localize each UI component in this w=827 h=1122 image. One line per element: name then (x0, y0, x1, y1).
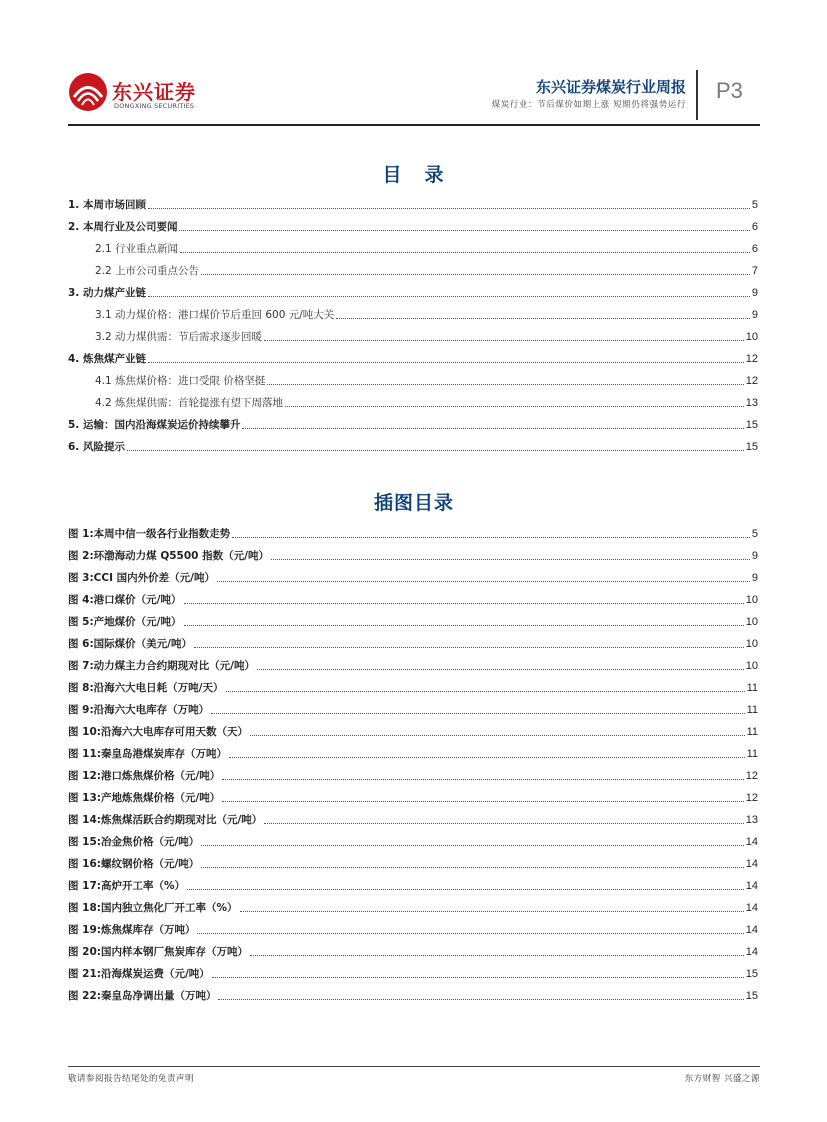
dot-leader (250, 735, 745, 736)
figure-entry[interactable] (68, 655, 758, 673)
figure-list-title: 插图目录 (373, 492, 454, 514)
figure-entry-page: 5 (751, 528, 758, 540)
figure-entry[interactable] (68, 809, 758, 827)
figure-entry[interactable] (68, 897, 758, 915)
figure-entry-page: 11 (746, 682, 758, 694)
toc-title: 目 录 (382, 164, 446, 186)
company-logo (68, 72, 208, 120)
figure-entry-page: 10 (745, 638, 758, 650)
figure-entry[interactable] (68, 831, 758, 849)
figure-entry[interactable] (68, 875, 758, 893)
dot-leader (285, 406, 744, 407)
toc-entry[interactable] (95, 238, 758, 256)
figure-entry-label: 图 14:炼焦煤活跃合约期现对比（元/吨） (68, 814, 263, 826)
figure-entry-page: 11 (746, 726, 758, 738)
dot-leader (201, 867, 743, 868)
figure-entry[interactable] (68, 787, 758, 805)
toc-entry-page: 6 (751, 243, 758, 255)
dot-leader (197, 933, 743, 934)
dot-leader (184, 625, 744, 626)
figure-entry-label: 图 4:港口煤价（元/吨） (68, 594, 182, 606)
toc-entry[interactable] (68, 194, 758, 212)
figure-entry-page: 14 (745, 880, 758, 892)
figure-entry-page: 12 (745, 770, 758, 782)
figure-entry-page: 11 (746, 704, 758, 716)
figure-entry-page: 14 (745, 836, 758, 848)
toc-entry-page: 6 (751, 221, 758, 233)
figure-entry[interactable] (68, 545, 758, 563)
dot-leader (148, 296, 750, 297)
header-divider (696, 70, 698, 120)
figure-entry-label: 图 9:沿海六大电库存（万吨） (68, 704, 210, 716)
dot-leader (257, 669, 744, 670)
dot-leader (222, 779, 743, 780)
figure-entry-page: 14 (745, 924, 758, 936)
footer-rule (68, 1066, 760, 1067)
dot-leader (232, 537, 750, 538)
figure-entry[interactable] (68, 611, 758, 629)
figure-entry-page: 10 (745, 616, 758, 628)
toc-entry-page: 9 (751, 309, 758, 321)
figure-entry-label: 图 17:高炉开工率（%） (68, 880, 185, 892)
toc-entry-page: 15 (745, 441, 758, 453)
toc-entry-label: 2.2 上市公司重点公告 (95, 265, 200, 277)
toc-entry-label: 4.1 炼焦煤价格：进口受限 价格坚挺 (95, 375, 266, 387)
dot-leader (250, 955, 744, 956)
figure-entry-page: 14 (745, 946, 758, 958)
toc-entry-page: 9 (751, 287, 758, 299)
figure-entry[interactable] (68, 919, 758, 937)
dot-leader (148, 362, 744, 363)
figure-entry-label: 图 6:国际煤价（美元/吨） (68, 638, 192, 650)
toc-entry-label: 4.2 炼焦煤供需：首轮提涨有望下周落地 (95, 397, 284, 409)
figure-entry-page: 10 (745, 594, 758, 606)
figure-entry-page: 11 (746, 748, 758, 760)
figure-entry-label: 图 8:沿海六大电日耗（万吨/天） (68, 682, 224, 694)
dot-leader (264, 823, 743, 824)
figure-entry-label: 图 20:国内样本钢厂焦炭库存（万吨） (68, 946, 248, 958)
figure-entry-label: 图 21:沿海煤炭运费（元/吨） (68, 968, 210, 980)
figure-entry-label: 图 22:秦皇岛净调出量（万吨） (68, 990, 217, 1002)
figure-entry[interactable] (68, 567, 758, 585)
figure-entry[interactable] (68, 721, 758, 739)
dot-leader (271, 559, 750, 560)
dot-leader (226, 691, 745, 692)
logo-chinese-name: 东兴证券 (112, 80, 196, 104)
toc-entry-page: 7 (751, 265, 758, 277)
figure-entry-label: 图 18:国内独立焦化厂开工率（%） (68, 902, 238, 914)
figure-entry-page: 9 (751, 550, 758, 562)
toc-entry[interactable] (68, 436, 758, 454)
figure-entry[interactable] (68, 523, 758, 541)
figure-entry-label: 图 7:动力煤主力合约期现对比（元/吨） (68, 660, 255, 672)
toc-entry[interactable] (95, 370, 758, 388)
toc-entry-label: 6. 风险提示 (68, 441, 125, 453)
figure-entry-page: 12 (745, 792, 758, 804)
toc-entry[interactable] (68, 216, 758, 234)
dot-leader (127, 450, 744, 451)
dot-leader (180, 252, 750, 253)
toc-entry[interactable] (95, 392, 758, 410)
footer-slogan: 东方财智 兴盛之源 (684, 1074, 760, 1084)
logo-english-name: DONGXING SECURITIES (114, 102, 195, 110)
figure-entry-page: 10 (745, 660, 758, 672)
figure-entry-label: 图 19:炼焦煤库存（万吨） (68, 924, 196, 936)
figure-entry-label: 图 12:港口炼焦煤价格（元/吨） (68, 770, 221, 782)
page-header (68, 56, 760, 126)
dot-leader (211, 713, 744, 714)
dongxing-logo-icon (68, 72, 108, 112)
toc-entry-page: 5 (751, 199, 758, 211)
toc-entry[interactable] (68, 348, 758, 366)
toc-entry-label: 3. 动力煤产业链 (68, 287, 146, 299)
dot-leader (218, 999, 743, 1000)
toc-entry[interactable] (95, 326, 758, 344)
header-rule (68, 124, 760, 126)
dot-leader (242, 428, 743, 429)
dot-leader (179, 230, 749, 231)
figure-entry-label: 图 16:螺纹钢价格（元/吨） (68, 858, 200, 870)
figure-entry-label: 图 15:冶金焦价格（元/吨） (68, 836, 200, 848)
figure-entry-label: 图 2:环渤海动力煤 Q5500 指数（元/吨） (68, 550, 269, 562)
figure-entry-page: 15 (745, 968, 758, 980)
figure-entry[interactable] (68, 589, 758, 607)
report-subtitle: 煤炭行业：节后煤价如期上涨 短期仍将强势运行 (491, 100, 686, 110)
figure-entry[interactable] (68, 677, 758, 695)
toc-entry-page: 15 (745, 419, 758, 431)
figure-entry-page: 9 (751, 572, 758, 584)
dot-leader (212, 977, 744, 978)
figure-entry[interactable] (68, 699, 758, 717)
dot-leader (222, 801, 743, 802)
figure-entry[interactable] (68, 633, 758, 651)
toc-entry-label: 2.1 行业重点新闻 (95, 243, 179, 255)
report-title: 东兴证券煤炭行业周报 (535, 78, 686, 96)
figure-entry[interactable] (68, 765, 758, 783)
figure-entry-page: 15 (745, 990, 758, 1002)
dot-leader (336, 318, 750, 319)
dot-leader (229, 757, 745, 758)
figure-entry[interactable] (68, 743, 758, 761)
dot-leader (201, 274, 750, 275)
figure-entry[interactable] (68, 853, 758, 871)
figure-entry[interactable] (68, 985, 758, 1003)
footer-disclaimer: 敬请参阅报告结尾处的免责声明 (68, 1074, 195, 1084)
toc-entry-page: 12 (745, 353, 758, 365)
figure-entry-label: 图 5:产地煤价（元/吨） (68, 616, 182, 628)
toc-entry-label: 3.2 动力煤供需：节后需求逐步回暖 (95, 331, 263, 343)
figure-entry-page: 14 (745, 858, 758, 870)
toc-entry-label: 4. 炼焦煤产业链 (68, 353, 146, 365)
figure-entry[interactable] (68, 963, 758, 981)
toc-entry[interactable] (95, 304, 758, 322)
figure-entry-label: 图 1:本周中信一级各行业指数走势 (68, 528, 231, 540)
dot-leader (187, 889, 744, 890)
figure-entry-label: 图 10:沿海六大电库存可用天数（天） (68, 726, 248, 738)
page-number: P3 (716, 78, 743, 103)
dot-leader (267, 384, 743, 385)
toc-entry-page: 12 (745, 375, 758, 387)
figure-entry-label: 图 3:CCI 国内外价差（元/吨） (68, 572, 215, 584)
figure-entry[interactable] (68, 941, 758, 959)
dot-leader (201, 845, 743, 846)
toc-entry-page: 13 (745, 397, 758, 409)
dot-leader (240, 911, 744, 912)
figure-entry-label: 图 13:产地炼焦煤价格（元/吨） (68, 792, 221, 804)
dot-leader (264, 340, 744, 341)
toc-entry-label: 5. 运输：国内沿海煤炭运价持续攀升 (68, 419, 241, 431)
dot-leader (148, 208, 750, 209)
toc-entry[interactable] (95, 260, 758, 278)
toc-entry-page: 10 (745, 331, 758, 343)
figure-entry-page: 14 (745, 902, 758, 914)
figure-entry-page: 13 (745, 814, 758, 826)
dot-leader (217, 581, 750, 582)
toc-entry[interactable] (68, 414, 758, 432)
toc-entry[interactable] (68, 282, 758, 300)
toc-entry-label: 1. 本周市场回顾 (68, 199, 146, 211)
figure-entry-label: 图 11:秦皇岛港煤炭库存（万吨） (68, 748, 227, 760)
dot-leader (184, 603, 744, 604)
dot-leader (194, 647, 744, 648)
toc-entry-label: 2. 本周行业及公司要闻 (68, 221, 178, 233)
toc-entry-label: 3.1 动力煤价格：港口煤价节后重回 600 元/吨大关 (95, 309, 335, 321)
